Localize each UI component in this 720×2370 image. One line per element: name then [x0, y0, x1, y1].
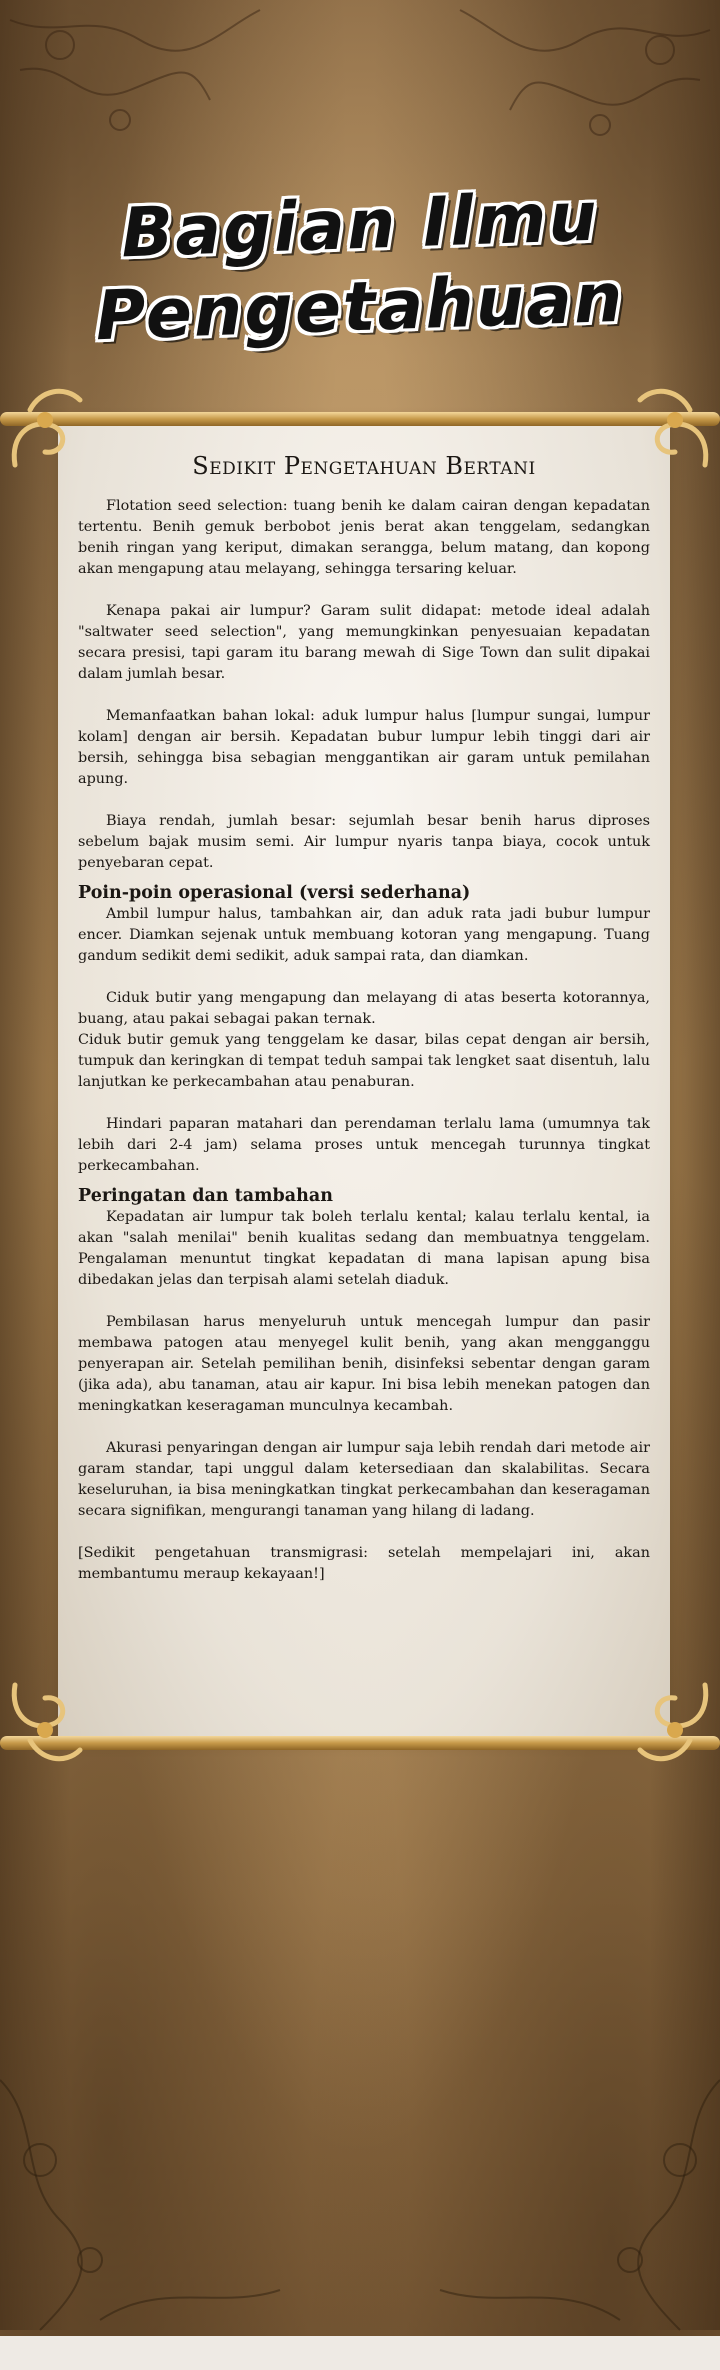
operational-step-4: Hindari paparan matahari dan perendaman terlalu lama (umumnya tak lebih dari 2-4 jam) selama proses untuk mencegah turunnya tingkat perkecambahan. [78, 1116, 650, 1174]
warning-paragraph-1: Kepadatan air lumpur tak boleh terlalu kental; kalau terlalu kental, ia akan "salah menilai" benih kualitas sedang dan membuatnya tenggelam. Pengalaman menuntut tingkat kepadatan di mana lapisan apung bisa dibedakan jelas dan terpisah alami setelah diaduk. [78, 1209, 650, 1288]
ornament-top-left-icon [0, 380, 90, 470]
operational-step-3: Ciduk butir gemuk yang tenggelam ke dasar, bilas cepat dengan air bersih, tumpuk dan keringkan di tempat teduh sampai tak lengket saat disentuh, lalu lanjutkan ke perkecambahan atau penaburan. [78, 1032, 650, 1090]
operational-step-2: Ciduk butir yang mengapung dan melayang di atas beserta kotorannya, buang, atau pakai sebagai pakan ternak. [78, 990, 650, 1027]
scroll-top-bar [0, 412, 720, 426]
bottom-strip [0, 2336, 720, 2370]
section-operational-heading: Poin-poin operasional (versi sederhana) [78, 883, 471, 903]
scroll-bottom-bar [0, 1736, 720, 1750]
warning-paragraph-3: Akurasi penyaringan dengan air lumpur saja lebih rendah dari metode air garam standar, tapi unggul dalam ketersediaan dan skalabilitas. Secara keseluruhan, ia bisa meningkatkan tingkat perkecambahan dan keseragaman secara signifikan, mengurangi tanaman yang hilang di ladang. [78, 1440, 650, 1519]
paragraph-local-materials: Memanfaatkan bahan lokal: aduk lumpur halus [lumpur sungai, lumpur kolam] dengan air bersih. Kepadatan bubur lumpur lebih tinggi dari air bersih, sehingga bisa sebagian menggantikan air garam untuk pemilahan apung. [78, 708, 650, 787]
paragraph-why-mud-water: Kenapa pakai air lumpur? Garam sulit didapat: metode ideal adalah "saltwater seed selection", yang memungkinkan penyesuaian kepadatan secara presisi, tapi garam itu barang mewah di Sige Town dan sulit dipakai dalam jumlah besar. [78, 603, 650, 682]
ornament-top-right-icon [630, 380, 720, 470]
section-warnings-heading: Peringatan dan tambahan [78, 1186, 333, 1206]
ornament-bottom-right-icon [630, 1680, 720, 1770]
page-title [0, 177, 720, 357]
knowledge-panel [58, 422, 670, 1742]
warning-paragraph-2: Pembilasan harus menyeluruh untuk mencegah lumpur dan pasir membawa patogen atau menyegel kulit benih, yang akan mengganggu penyerapan air. Setelah pemilihan benih, disinfeksi sebentar dengan garam (jika ada), abu tanaman, atau air kapur. Ini bisa lebih menekan patogen dan meningkatkan keseragaman munculnya kecambah. [78, 1314, 650, 1414]
ornament-bottom-left-icon [0, 1680, 90, 1770]
title-line-1: Bagian Ilmu [119, 177, 600, 274]
floral-decoration-top [0, 0, 720, 200]
title-line-2: Pengetahuan [94, 258, 626, 357]
operational-step-1: Ambil lumpur halus, tambahkan air, dan aduk rata jadi bubur lumpur encer. Diamkan sejenak untuk membuang kotoran yang mengapung. Tuang gandum sedikit demi sedikit, aduk sampai rata, dan diamkan. [78, 906, 650, 964]
footer-note: [Sedikit pengetahuan transmigrasi: setelah mempelajari ini, akan membantumu meraup kekayaan!] [78, 1545, 650, 1582]
paragraph-flotation: Flotation seed selection: tuang benih ke dalam cairan dengan kepadatan tertentu. Benih gemuk berbobot jenis berat akan tenggelam, sedangkan benih ringan yang keriput, dimakan serangga, belum matang, dan kopong akan mengapung atau melayang, sehingga tersaring keluar. [78, 498, 650, 577]
paragraph-low-cost: Biaya rendah, jumlah besar: sejumlah besar benih harus diproses sebelum bajak musim semi. Air lumpur nyaris tanpa biaya, cocok untuk penyebaran cepat. [78, 813, 650, 871]
panel-heading: Sedikit Pengetahuan Bertani [192, 452, 536, 480]
floral-decoration-bottom [0, 1960, 720, 2336]
